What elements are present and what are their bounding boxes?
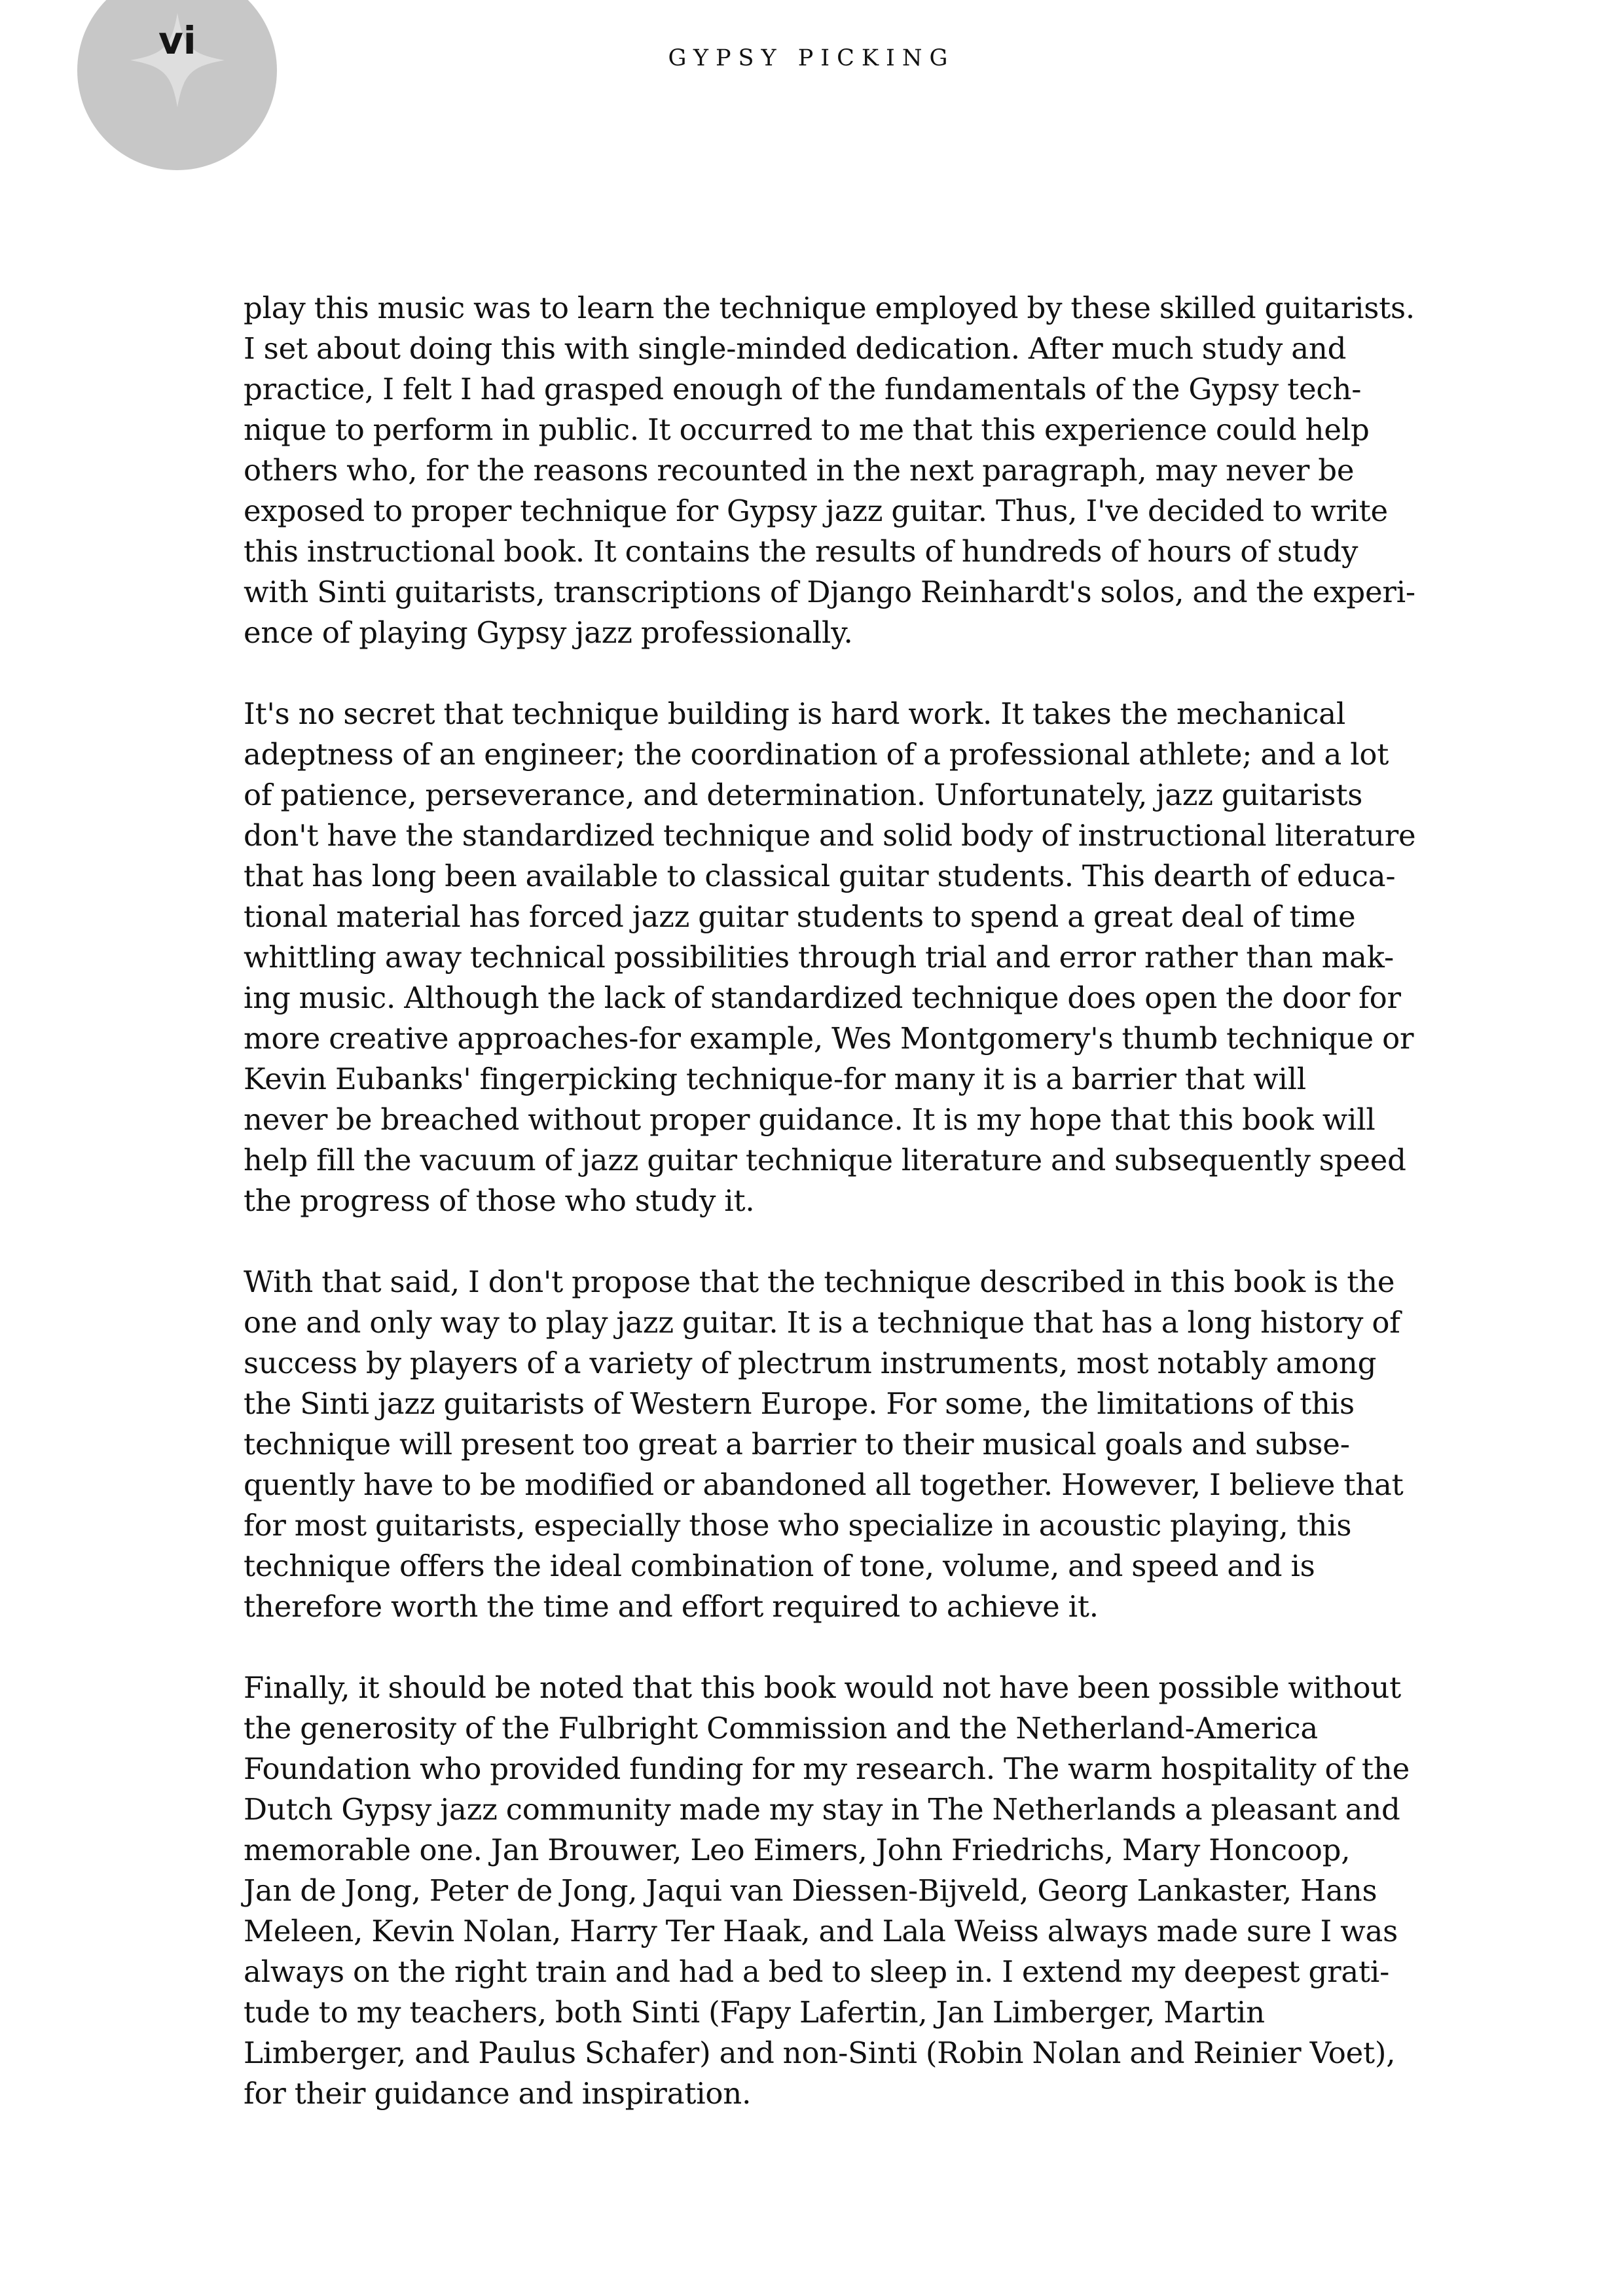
text-line: nique to perform in public. It occurred to me that this experience could help xyxy=(244,412,1370,447)
text-line: quently have to be modified or abandoned all together. However, I believe that xyxy=(244,1467,1404,1502)
text-line: practice, I felt I had grasped enough of the fundamentals of the Gypsy tech- xyxy=(244,372,1362,406)
text-line: one and only way to play jazz guitar. It is a technique that has a long history of xyxy=(244,1305,1400,1340)
text-line: success by players of a variety of plectrum instruments, most notably among xyxy=(244,1346,1377,1380)
text-line: for their guidance and inspiration. xyxy=(244,2076,752,2111)
page-number-badge xyxy=(77,0,277,170)
paragraph xyxy=(244,694,1416,1221)
text-line: ence of playing Gypsy jazz professionally. xyxy=(244,615,853,650)
text-line: always on the right train and had a bed to sleep in. I extend my deepest grati- xyxy=(244,1954,1390,1989)
text-line: Limberger, and Paulus Schafer) and non-Sinti (Robin Nolan and Reinier Voet), xyxy=(244,2036,1396,2070)
text-line: play this music was to learn the technique employed by these skilled guitarists. xyxy=(244,291,1415,325)
text-line: Jan de Jong, Peter de Jong, Jaqui van Diessen-Bijveld, Georg Lankaster, Hans xyxy=(244,1873,1377,1908)
text-line: the generosity of the Fulbright Commission and the Netherland-America xyxy=(244,1711,1318,1746)
text-line: the progress of those who study it. xyxy=(244,1183,755,1218)
text-line: of patience, perseverance, and determination. Unfortunately, jazz guitarists xyxy=(244,778,1363,812)
text-line: Foundation who provided funding for my research. The warm hospitality of the xyxy=(244,1751,1410,1786)
text-line: help fill the vacuum of jazz guitar technique literature and subsequently speed xyxy=(244,1143,1406,1177)
text-line: ing music. Although the lack of standardized technique does open the door for xyxy=(244,980,1401,1015)
running-head: GYPSY PICKING xyxy=(668,45,955,71)
text-line: this instructional book. It contains the results of hundreds of hours of study xyxy=(244,534,1359,569)
text-line: tional material has forced jazz guitar students to spend a great deal of time xyxy=(244,899,1356,934)
text-line: never be breached without proper guidance. It is my hope that this book will xyxy=(244,1102,1376,1137)
body-text xyxy=(244,288,1416,2155)
text-line: with Sinti guitarists, transcriptions of Django Reinhardt's solos, and the experi- xyxy=(244,575,1415,609)
text-line: adeptness of an engineer; the coordination of a professional athlete; and a lot xyxy=(244,737,1389,772)
text-line: that has long been available to classical guitar students. This dearth of educa- xyxy=(244,859,1396,893)
paragraph xyxy=(244,288,1415,653)
text-line: exposed to proper technique for Gypsy jazz guitar. Thus, I've decided to write xyxy=(244,493,1388,528)
text-line: Dutch Gypsy jazz community made my stay in The Netherlands a pleasant and xyxy=(244,1792,1400,1827)
text-line: technique will present too great a barrier to their musical goals and subse- xyxy=(244,1427,1350,1462)
text-line: Meleen, Kevin Nolan, Harry Ter Haak, and Lala Weiss always made sure I was xyxy=(244,1914,1398,1948)
text-line: others who, for the reasons recounted in the next paragraph, may never be xyxy=(244,453,1355,488)
text-line: for most guitarists, especially those who specialize in acoustic playing, this xyxy=(244,1508,1352,1543)
text-line: It's no secret that technique building is hard work. It takes the mechanical xyxy=(244,696,1346,731)
text-line: Kevin Eubanks' fingerpicking technique-for many it is a barrier that will xyxy=(244,1062,1306,1096)
text-line: Finally, it should be noted that this book would not have been possible without xyxy=(244,1670,1402,1705)
page-number: vi xyxy=(158,18,196,63)
text-line: therefore worth the time and effort required to achieve it. xyxy=(244,1589,1099,1624)
text-line: I set about doing this with single-minded dedication. After much study and xyxy=(244,331,1347,366)
text-line: whittling away technical possibilities through trial and error rather than mak- xyxy=(244,940,1394,975)
paragraph xyxy=(244,1262,1404,1627)
text-line: the Sinti jazz guitarists of Western Europe. For some, the limitations of this xyxy=(244,1386,1355,1421)
text-line: memorable one. Jan Brouwer, Leo Eimers, John Friedrichs, Mary Honcoop, xyxy=(244,1833,1351,1867)
paragraph xyxy=(244,1668,1410,2114)
text-line: technique offers the ideal combination of tone, volume, and speed and is xyxy=(244,1549,1315,1583)
text-line: don't have the standardized technique and solid body of instructional literature xyxy=(244,818,1416,853)
text-line: With that said, I don't propose that the technique described in this book is the xyxy=(244,1265,1395,1299)
text-line: tude to my teachers, both Sinti (Fapy Lafertin, Jan Limberger, Martin xyxy=(244,1995,1265,2030)
text-line: more creative approaches-for example, Wes Montgomery's thumb technique or xyxy=(244,1021,1414,1056)
